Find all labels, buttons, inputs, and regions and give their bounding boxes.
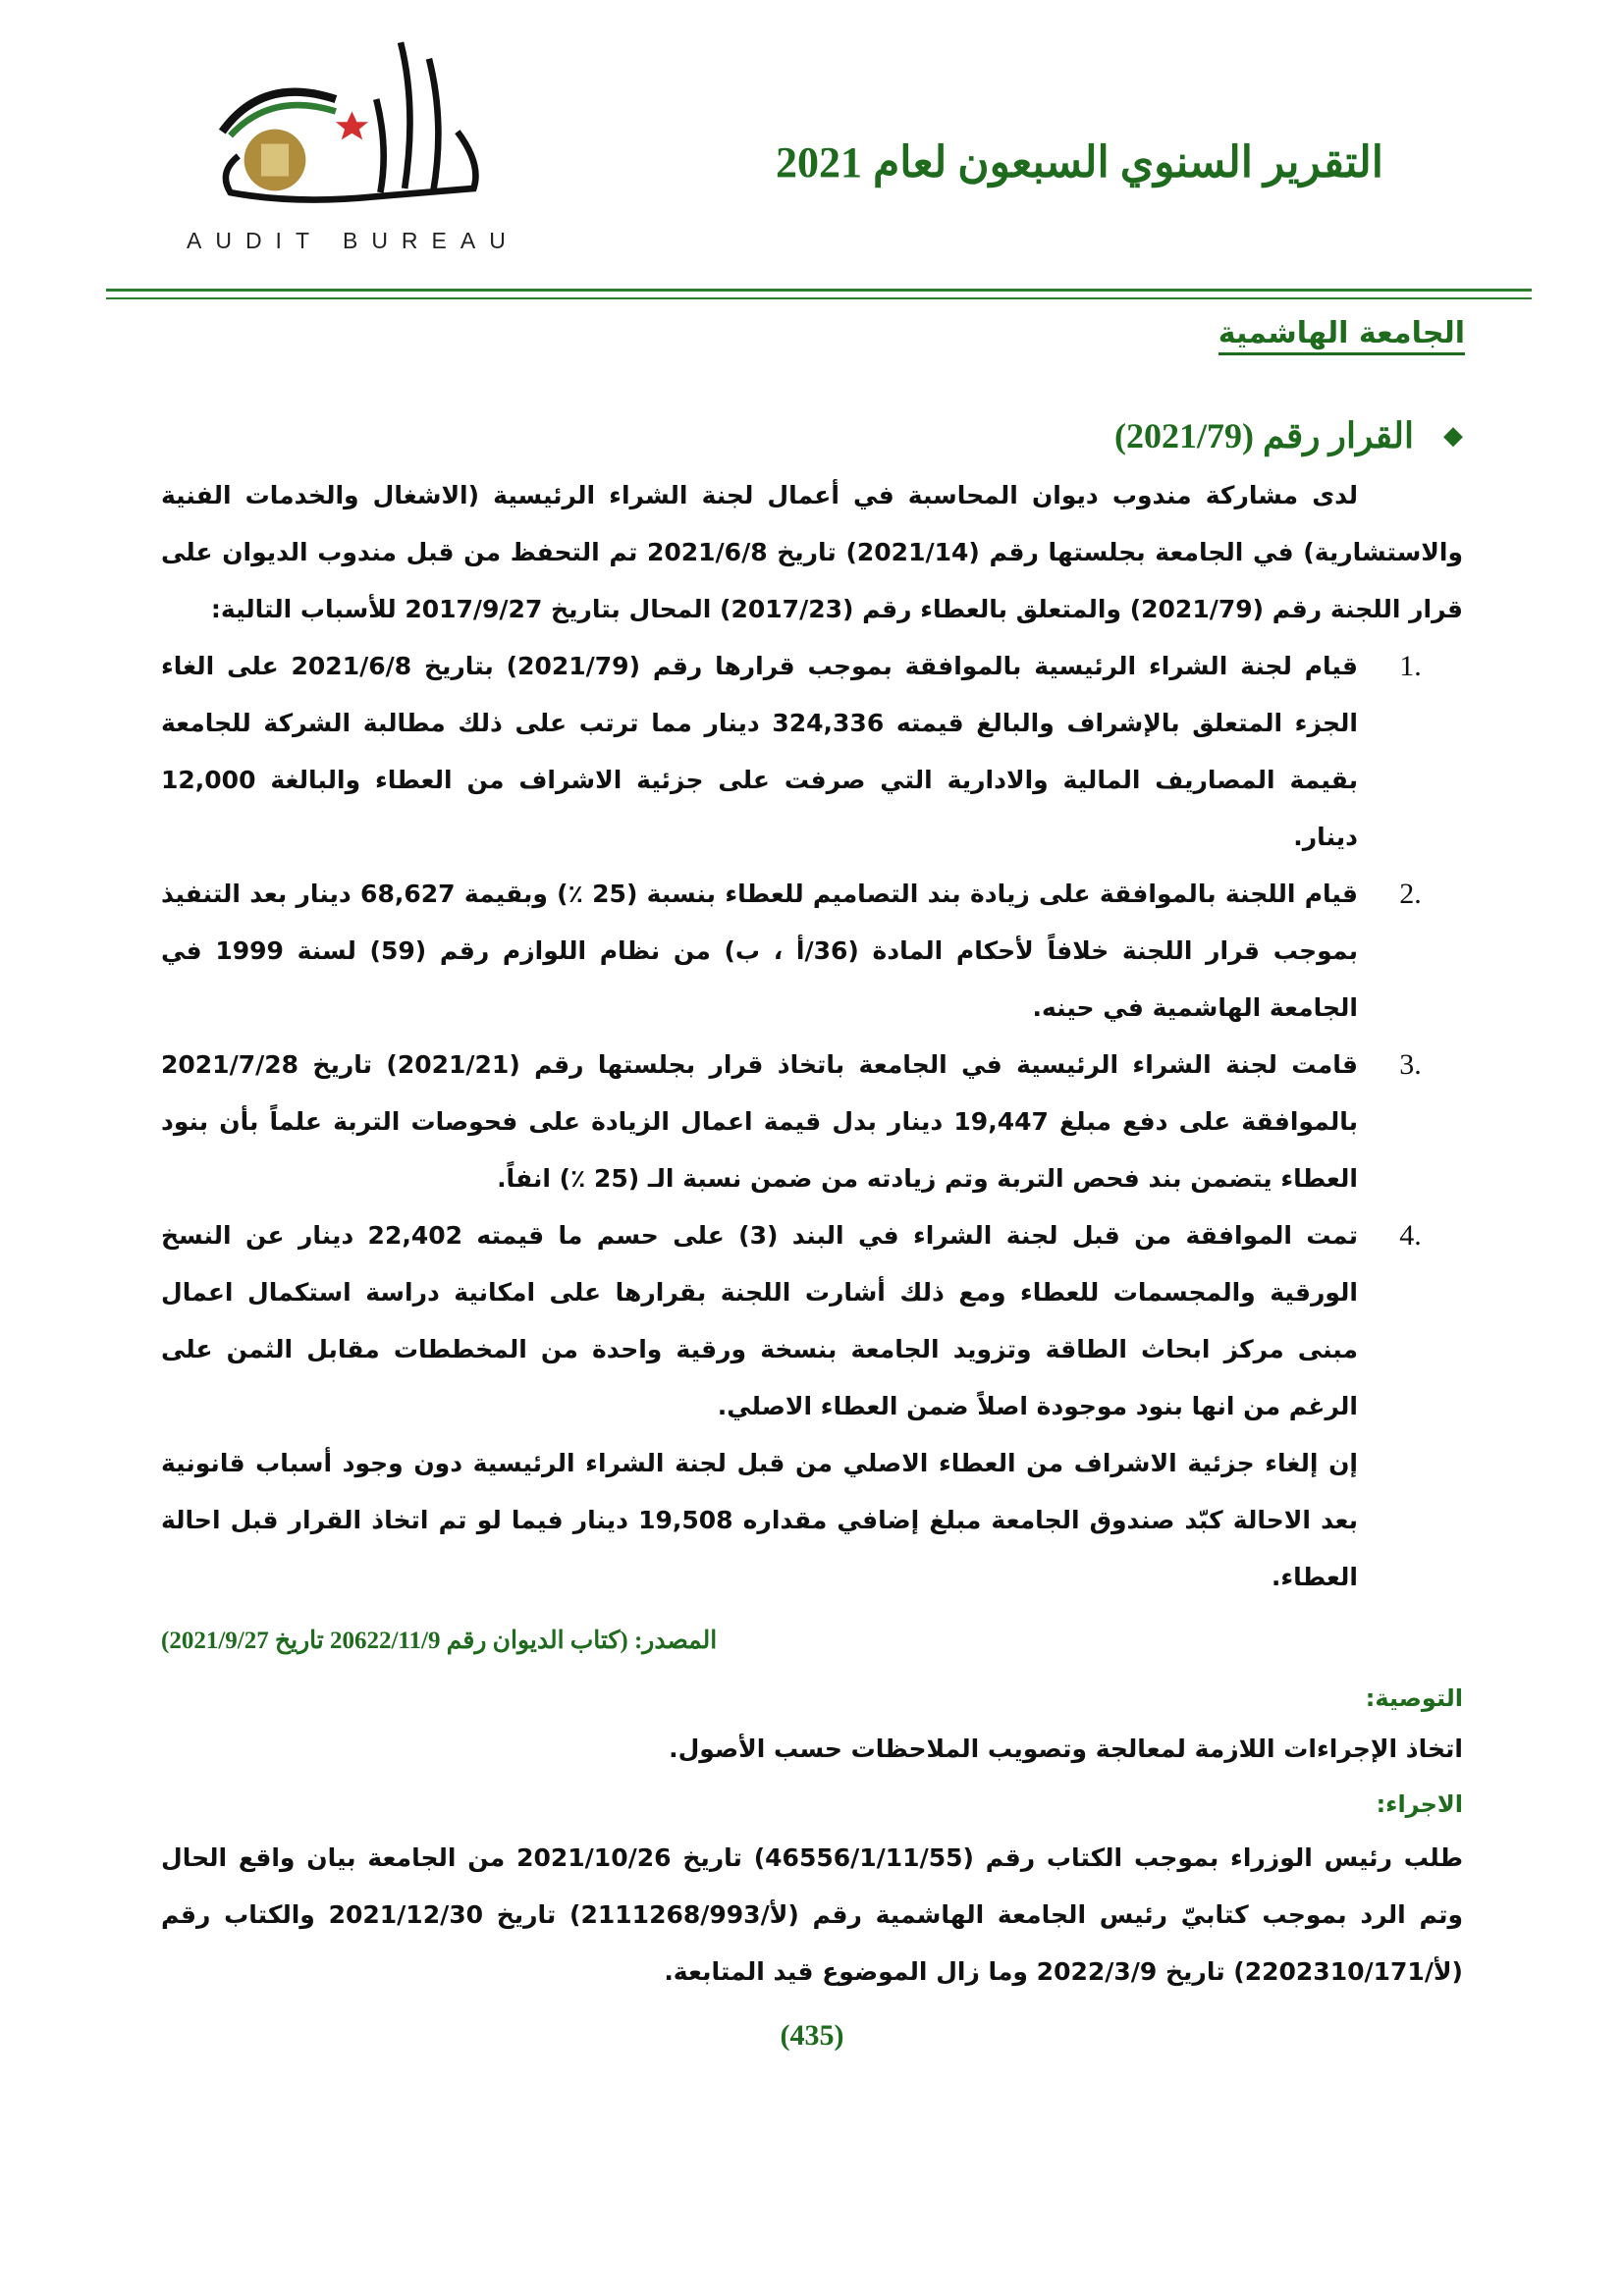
item-number: .2 [1399,878,1422,910]
action-text: طلب رئيس الوزراء بموجب الكتاب رقم (46556/1/11/55) تاريخ 2021/10/26 من الجامعة بيان واقع الحال وتم الرد بموجب كتابيّ رئيس الجامعة الهاشمية رقم (لأ/2111268/993) تاريخ 2021/12/30 والكتاب رقم (لأ/2202310/171) تاريخ 2022/3/9 وما زال الموضوع قيد المتابعة. [161,1843,1464,1986]
list-item [161,1207,1463,1435]
list-item [161,638,1463,866]
audit-bureau-logo [182,34,555,221]
logo-caption: AUDIT BUREAU [187,228,519,253]
action-title: الاجراء: [1376,1790,1463,1818]
page-content [161,408,1463,2057]
decision-body [161,467,1463,1606]
recommendation-text: اتخاذ الإجراءات اللازمة لمعالجة وتصويب الملاحظات حسب الأصول. [669,1735,1463,1763]
item-text: قامت لجنة الشراء الرئيسية في الجامعة باتخاذ قرار بجلستها رقم (2021/21) تاريخ 2021/7/28 بالموافقة على دفع مبلغ 19,447 دينار بدل قيمة اعمال الزيادة على فحوصات التربة علماً بأن بنود العطاء يتضمن بند فحص التربة وتم زيادته من ضمن نسبة الـ (25 ٪) انفاً. [161,1050,1358,1193]
decision-title: القرار رقم (2021/79) [1114,416,1414,455]
item-number: .4 [1399,1219,1422,1252]
diamond-bullet-icon: ◆ [1443,421,1463,451]
item-text: قيام لجنة الشراء الرئيسية بالموافقة بموجب قرارها رقم (2021/79) بتاريخ 2021/6/8 على الغاء الجزء المتعلق بالإشراف والبالغ قيمته 324,336 دينار مما ترتب على ذلك مطالبة الشركة للجامعة بقيمة المصاريف المالية والادارية التي صرفت على جزئية الاشراف من العطاء والبالغة 12,000 دينار. [161,652,1359,851]
section-title: الجامعة الهاشمية [1218,316,1465,355]
source-reference: المصدر: (كتاب الديوان رقم 20622/11/9 تاريخ 2021/9/27) [161,1628,718,1654]
list-item [161,1037,1463,1207]
item-text: قيام اللجنة بالموافقة على زيادة بند التصاميم للعطاء بنسبة (25 ٪) وبقيمة 68,627 دينار بعد التنفيذ بموجب قرار اللجنة خلافاً لأحكام المادة (36/أ ، ب) من نظام اللوازم رقم (59) لسنة 1999 في الجامعة الهاشمية في حينه. [161,880,1359,1022]
intro-paragraph: لدى مشاركة مندوب ديوان المحاسبة في أعمال لجنة الشراء الرئيسية (الاشغال والخدمات الفنية والاستشارية) في الجامعة بجلستها رقم (2021/14) تاريخ 2021/6/8 تم التحفظ من قبل مندوب الديوان على قرار اللجنة رقم (2021/79) والمتعلق بالعطاء رقم (2017/23) المحال بتاريخ 2017/9/27 للأسباب التالية: [161,481,1463,623]
item-number: .1 [1399,650,1422,682]
recommendation-title: التوصية: [1365,1684,1463,1712]
header-divider [106,289,1532,299]
decision-heading [161,408,1463,463]
page-number: (435) [780,2019,844,2052]
list-item [161,866,1463,1037]
closing-paragraph: إن إلغاء جزئية الاشراف من العطاء الاصلي من قبل لجنة الشراء الرئيسية دون وجود أسباب قانونية بعد الاحالة كبّد صندوق الجامعة مبلغ إضافي مقداره 19,508 دينار فيما لو تم اتخاذ القرار قبل احالة العطاء. [161,1449,1359,1591]
report-title: التقرير السنوي السبعون لعام 2021 [775,138,1383,187]
page-footer [161,2014,1463,2057]
item-number: .3 [1399,1048,1422,1081]
item-text: تمت الموافقة من قبل لجنة الشراء في البند (3) على حسم ما قيمته 22,402 دينار عن النسخ الورقية والمجسمات للعطاء ومع ذلك أشارت اللجنة بقرارها على امكانية دراسة استكمال اعمال مبنى مركز ابحاث الطاقة وتزويد الجامعة بنسخة ورقية واحدة من المخططات مقابل الثمن على الرغم من انها بنود موجودة اصلاً ضمن العطاء الاصلي. [161,1221,1358,1420]
